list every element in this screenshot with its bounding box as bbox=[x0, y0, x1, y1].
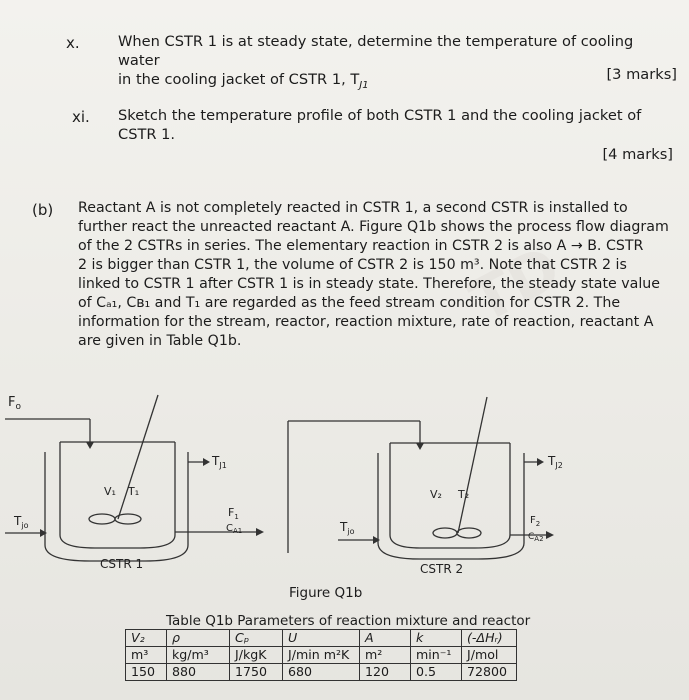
item-x-marks: [3 marks] bbox=[606, 66, 677, 83]
item-x-line-2 bbox=[118, 70, 678, 95]
table-header-cell: V₂ bbox=[126, 630, 167, 647]
part-b-line: information for the stream, reactor, reaction mixture, rate of reaction, reactant A bbox=[78, 314, 654, 330]
table-value-cell: 680 bbox=[283, 664, 360, 681]
table-value-cell: 72800 bbox=[462, 664, 517, 681]
table-value-cell: 880 bbox=[167, 664, 230, 681]
table-unit-cell: m² bbox=[360, 647, 411, 664]
item-x-text bbox=[118, 32, 678, 95]
item-x-line-1: When CSTR 1 is at steady state, determine the temperature of cooling water bbox=[118, 33, 634, 69]
table-row bbox=[126, 664, 517, 681]
cstr1-impeller-left bbox=[89, 514, 115, 524]
part-b-line: further react the unreacted reactant A. Figure Q1b shows the process flow diagram bbox=[78, 219, 669, 235]
cstr1-stirrer-shaft bbox=[118, 395, 158, 519]
table-unit-cell: J/min m²K bbox=[283, 647, 360, 664]
part-b-line: of the 2 CSTRs in series. The elementary reaction in CSTR 2 is also A → B. CSTR bbox=[78, 238, 644, 254]
table-value-cell: 0.5 bbox=[411, 664, 462, 681]
cstr2-outlet-arrow bbox=[546, 531, 554, 539]
item-xi-label: xi. bbox=[72, 108, 90, 126]
feed-arrow bbox=[86, 442, 94, 449]
label-ca1: $C_{A1}$ bbox=[226, 523, 243, 535]
table-header-cell: (-ΔHᵣ) bbox=[462, 630, 517, 647]
table-value-cell: 1750 bbox=[230, 664, 283, 681]
label-ca2: $C_{A2}$ bbox=[528, 532, 544, 543]
label-t2: T₂ bbox=[458, 488, 470, 501]
table-header-cell: U bbox=[283, 630, 360, 647]
label-f2: $F_2$ bbox=[530, 515, 541, 528]
label-f0: $F_o$ bbox=[8, 395, 21, 412]
part-b-line: 2 is bigger than CSTR 1, the volume of CSTR 2 is 150 m³. Note that CSTR 2 is bbox=[78, 257, 627, 273]
table-caption: Table Q1b Parameters of reaction mixture and reactor bbox=[166, 613, 531, 629]
item-xi-line-2: CSTR 1. bbox=[118, 126, 176, 143]
table-value-cell: 150 bbox=[126, 664, 167, 681]
label-tj0-left: $T_{jo}$ bbox=[14, 514, 29, 530]
cstr2-jacket bbox=[378, 453, 524, 559]
label-cstr1: CSTR 1 bbox=[100, 557, 144, 571]
label-v1: V₁ bbox=[104, 485, 116, 498]
label-v2: V₂ bbox=[430, 488, 442, 501]
transfer-arrow bbox=[416, 443, 424, 450]
cstr2-coolant-out-arrow bbox=[537, 458, 544, 466]
label-cstr2: CSTR 2 bbox=[420, 562, 464, 576]
part-b-paragraph bbox=[78, 199, 673, 351]
cstr1-impeller-right bbox=[115, 514, 141, 524]
table-header-cell: A bbox=[360, 630, 411, 647]
cstr2-impeller-right bbox=[457, 528, 481, 538]
item-x-line-2-text: in the cooling jacket of CSTR 1, T bbox=[118, 71, 360, 88]
table-unit-cell: J/mol bbox=[462, 647, 517, 664]
label-tj0-mid: $T_{jo}$ bbox=[340, 520, 355, 536]
item-xi-line-1: Sketch the temperature profile of both CSTR 1 and the cooling jacket of bbox=[118, 107, 642, 124]
item-x-subscript: J1 bbox=[359, 79, 369, 91]
table-unit-cell: J/kgK bbox=[230, 647, 283, 664]
table-unit-cell: m³ bbox=[126, 647, 167, 664]
part-b-line: Reactant A is not completely reacted in CSTR 1, a second CSTR is installed to bbox=[78, 200, 628, 216]
table-header-cell: Cₚ bbox=[230, 630, 283, 647]
table-header-cell: k bbox=[411, 630, 462, 647]
cstr2-impeller-left bbox=[433, 528, 457, 538]
table-row bbox=[126, 630, 517, 647]
coolant-in-arrow bbox=[40, 529, 47, 537]
item-xi-text bbox=[118, 106, 678, 144]
label-tj1: $T_{J1}$ bbox=[212, 454, 227, 470]
watermark: TD bbox=[458, 232, 572, 338]
item-x-label: x. bbox=[66, 34, 80, 52]
cstr2-stirrer-shaft bbox=[458, 397, 487, 533]
process-flow-diagram bbox=[0, 385, 689, 585]
label-tj2: $T_{J2}$ bbox=[548, 454, 563, 470]
label-t1: T₁ bbox=[128, 485, 140, 498]
label-f1: $F_1$ bbox=[228, 506, 239, 521]
parameters-table bbox=[125, 629, 517, 681]
table-row bbox=[126, 647, 517, 664]
cstr2-vessel bbox=[390, 443, 510, 548]
coolant-out-arrow bbox=[203, 458, 210, 466]
table-header-cell: ρ bbox=[167, 630, 230, 647]
cstr1-vessel bbox=[60, 442, 175, 548]
figure-caption: Figure Q1b bbox=[289, 585, 363, 601]
part-b-label: (b) bbox=[32, 201, 54, 219]
part-b-line: are given in Table Q1b. bbox=[78, 333, 242, 349]
table-value-cell: 120 bbox=[360, 664, 411, 681]
part-b-line: linked to CSTR 1 after CSTR 1 is in steady state. Therefore, the steady state value bbox=[78, 276, 661, 292]
item-xi-marks: [4 marks] bbox=[602, 146, 673, 163]
table-unit-cell: min⁻¹ bbox=[411, 647, 462, 664]
cstr2-coolant-in-arrow bbox=[373, 536, 380, 544]
part-b-line: of Cₐ₁, Cʙ₁ and T₁ are regarded as the feed stream condition for CSTR 2. The bbox=[78, 295, 621, 311]
outlet-arrow bbox=[256, 528, 264, 536]
table-unit-cell: kg/m³ bbox=[167, 647, 230, 664]
